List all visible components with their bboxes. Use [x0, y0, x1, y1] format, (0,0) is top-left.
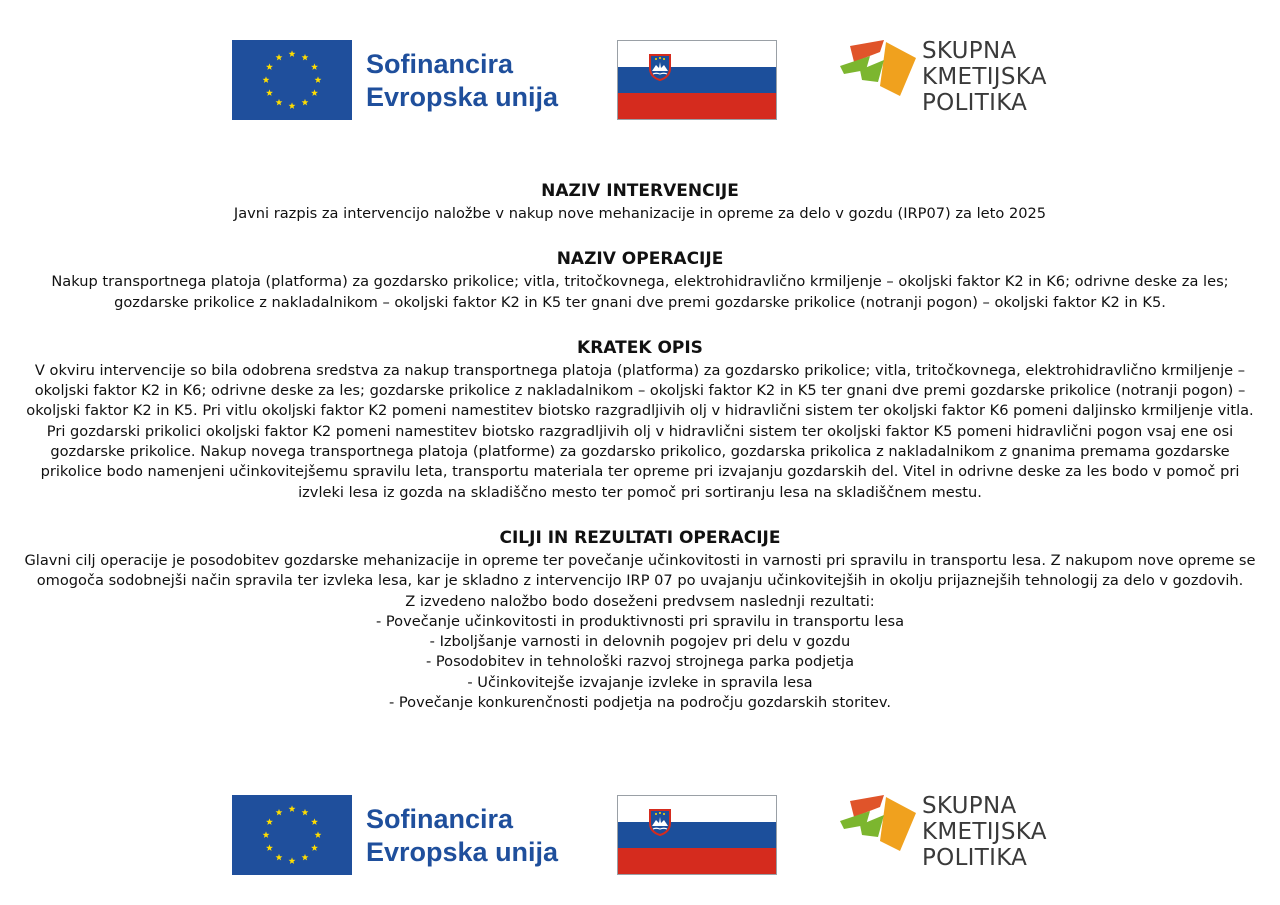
skp-logo-icon — [840, 795, 920, 855]
goals-section — [20, 525, 1260, 713]
skp-line2: KMETIJSKA — [922, 819, 1047, 845]
eu-flag-icon — [232, 40, 352, 120]
eu-star-icon — [266, 63, 273, 70]
skp-line1: SKUPNA — [922, 793, 1017, 819]
eu-star-icon — [311, 63, 318, 70]
operation-section — [20, 246, 1260, 313]
eu-star-icon — [302, 809, 309, 816]
skp-line3: POLITIKA — [922, 90, 1028, 116]
eu-star-icon — [266, 89, 273, 96]
eu-text-line1: Sofinancira — [366, 49, 514, 79]
eu-cofinanced-text — [366, 803, 586, 869]
result-item: - Povečanje konkurenčnosti podjetja na področju gozdarskih storitev. — [388, 694, 892, 712]
intervention-text: Javni razpis za intervencijo naložbe v nakup nove mehanizacije in opreme za delo v gozdu (IRP07) za leto 2025 — [233, 205, 1047, 222]
eu-star-icon — [263, 76, 270, 83]
skp-line1: SKUPNA — [922, 38, 1017, 64]
eu-star-icon — [276, 99, 283, 106]
eu-star-icon — [311, 818, 318, 825]
eu-star-icon — [289, 857, 296, 864]
slovenia-coat-of-arms-icon — [648, 808, 672, 836]
logo-row-bottom — [0, 793, 1280, 877]
eu-star-icon — [315, 76, 322, 83]
eu-star-icon — [266, 818, 273, 825]
eu-star-icon — [266, 844, 273, 851]
description-section — [20, 335, 1260, 503]
skp-logo-text — [922, 38, 1122, 116]
skp-logo-icon — [840, 40, 920, 100]
eu-star-icon — [302, 854, 309, 861]
eu-star-icon — [276, 54, 283, 61]
skp-line3: POLITIKA — [922, 845, 1028, 871]
eu-star-icon — [302, 99, 309, 106]
eu-star-icon — [276, 809, 283, 816]
intervention-section — [20, 178, 1260, 224]
slovenia-flag-icon — [617, 795, 777, 875]
main-content — [20, 178, 1260, 713]
eu-star-icon — [276, 854, 283, 861]
intervention-title: NAZIV INTERVENCIJE — [541, 181, 739, 201]
logo-row-top — [0, 38, 1280, 122]
results-intro: Z izvedeno naložbo bodo doseženi predvsem naslednji rezultati: — [405, 592, 875, 610]
result-item: - Učinkovitejše izvajanje izvleke in spravila lesa — [467, 673, 813, 691]
operation-title: NAZIV OPERACIJE — [556, 249, 724, 270]
eu-star-icon — [263, 831, 270, 838]
goals-title: CILJI IN REZULTATI OPERACIJE — [499, 527, 781, 548]
eu-cofinanced-text — [366, 48, 586, 114]
eu-text-line2: Evropska unija — [366, 82, 559, 112]
goals-text: Glavni cilj operacije je posodobitev gozdarske mehanizacije in opreme ter povečanje učinkovitosti in varnosti pri spravilu in transportu lesa. Z nakupom nove opreme se omogoča sodobnejši način spravila ter izvleka lesa, kar je skladno z intervencijo IRP 07 po uvajanju učinkovitejših in okolju prijaznejših tehnologij za delo v gozdovih. — [24, 551, 1256, 590]
eu-star-icon — [302, 54, 309, 61]
eu-star-icon — [315, 831, 322, 838]
eu-star-icon — [289, 50, 296, 57]
result-item: - Izboljšanje varnosti in delovnih pogojev pri delu v gozdu — [429, 633, 851, 651]
slovenia-flag-icon — [617, 40, 777, 120]
eu-stars-icon — [232, 40, 352, 120]
eu-stars-icon — [232, 795, 352, 875]
slovenia-coat-of-arms-icon — [648, 53, 672, 81]
eu-star-icon — [289, 805, 296, 812]
skp-logo-text — [922, 793, 1122, 871]
operation-text: Nakup transportnega platoja (platforma) za gozdarsko prikolice; vitla, tritočkovnega, elektrohidravlično krmiljenje – okoljski faktor K2 in K6; odrivne deske za les; gozdarske prikolice z nakladalnikom – okoljski faktor K2 in K5 ter gnani dve premi gozdarske prikolice (notranji pogon) – okoljski faktor K2 in K5. — [51, 273, 1229, 311]
eu-star-icon — [311, 89, 318, 96]
eu-flag-icon — [232, 795, 352, 875]
eu-text-line1: Sofinancira — [366, 804, 514, 834]
result-item: - Posodobitev in tehnološki razvoj strojnega parka podjetja — [425, 653, 855, 671]
result-item: - Povečanje učinkovitosti in produktivnosti pri spravilu in transportu lesa — [375, 612, 905, 630]
eu-star-icon — [311, 844, 318, 851]
skp-line2: KMETIJSKA — [922, 64, 1047, 90]
eu-text-line2: Evropska unija — [366, 837, 559, 867]
description-text: V okviru intervencije so bila odobrena sredstva za nakup transportnega platoja (platforma) za gozdarsko prikolice; vitla, tritočkovnega, elektrohidravlično krmiljenje – okoljski faktor K2 in K6; odrivne deske za les; gozdarske prikolice z nakladalnikom – okoljski faktor K2 in K5 ter gnani dve premi gozdarske prikolice (notranji pogon) – okoljski faktor K2 in K5. Pri vitlu okoljski faktor K2 pomeni namestitev biotsko razgradljivih olj v hidravlični sistem ter okoljski faktor K6 pomeni daljinsko krmiljenje vitla. Pri gozdarski prikolici okoljski faktor K2 pomeni namestitev biotsko razgradljivih olj v hidravlični sistem ter okoljski faktor K5 pomeni hidravlični pogon vsaj ene osi gozdarske prikolice. Nakup novega transportnega platoja (platforme) za gozdarsko prikolico, gozdarska prikolica z nakladalnikom z gnanima premama gozdarske prikolice bodo namenjeni učinkovitejšemu spravilu leta, transportu materiala ter opreme pri izvajanju gozdarskih del. Vitel in odrivne deske za les bodo v pomoč pri izvleki lesa iz gozda na skladiščno mesto ter pomoč pri sortiranju lesa na skladiščnem mestu. — [26, 361, 1254, 501]
eu-star-icon — [289, 102, 296, 109]
description-title: KRATEK OPIS — [577, 337, 703, 358]
